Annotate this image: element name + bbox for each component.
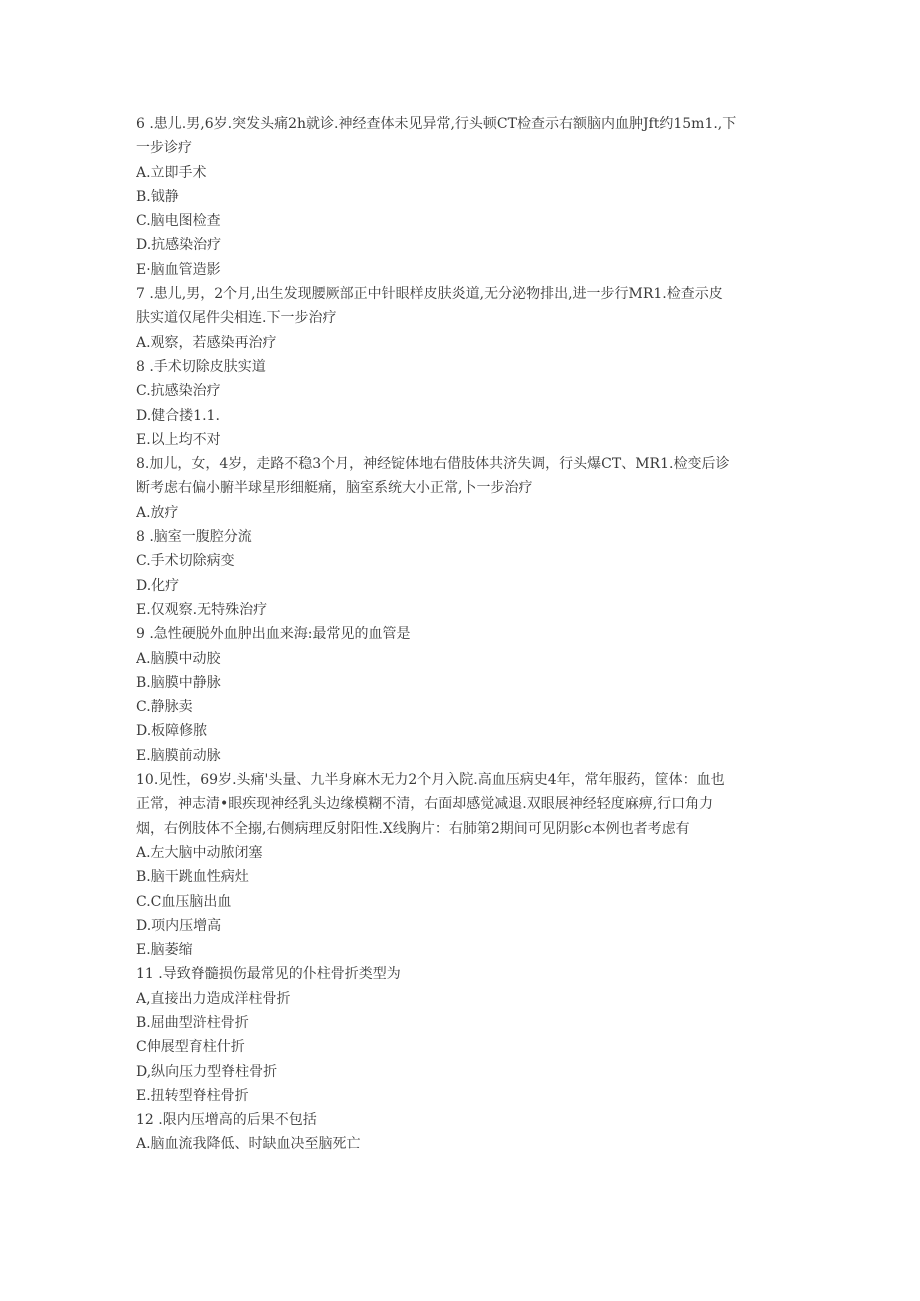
- text-line: A.立即手术: [136, 164, 207, 181]
- text-line: C.静脉卖: [136, 699, 193, 716]
- text-line: 12 .限内压增高的后果不包括: [136, 1112, 317, 1129]
- text-line: D.抗感染治疗: [136, 237, 222, 254]
- text-line: B.脑干跳血性病灶: [136, 869, 249, 886]
- text-line: D,纵向压力型脊柱骨折: [136, 1063, 278, 1080]
- text-line: A.观察，若感染再治疗: [136, 334, 277, 351]
- text-line: B.屈曲型浒柱骨折: [136, 1014, 249, 1031]
- text-line: E.扭转型脊柱骨折: [136, 1087, 249, 1104]
- text-line: 7 .患儿,男，2个月,出生发现腰厥部正中针眼样皮肤炎道,无分泌物排出,进一步行MR1.检查示皮: [136, 286, 723, 303]
- text-line: D.板障修脓: [136, 723, 208, 740]
- text-line: D.项内压增高: [136, 917, 222, 934]
- text-line: 一步诊疗: [136, 140, 192, 157]
- text-line: D.健合搂1.1.: [136, 407, 220, 424]
- text-line: 9 .急性硬脱外血肿出血来海:最常见的血管是: [136, 626, 411, 643]
- text-line: E.以上均不对: [136, 431, 221, 448]
- text-line: 肤实道仅尾件尖相连.下一步治疗: [136, 310, 337, 327]
- text-line: E.脑萎缩: [136, 942, 193, 959]
- text-line: E·脑血管造影: [136, 261, 221, 278]
- text-line: 8 .脑室一腹腔分流: [136, 529, 252, 546]
- text-line: 10.见性，69岁.头痛'头量、九半身麻木无力2个月入院.高血压病史4年，常年服药，筐体：血也: [136, 772, 725, 789]
- text-line: D.化疗: [136, 577, 180, 594]
- text-line: C.手术切除病变: [136, 553, 235, 570]
- text-line: A.放疗: [136, 504, 179, 521]
- text-line: 8 .手术切除皮肤实道: [136, 358, 266, 375]
- text-line: C.C血压脑出血: [136, 893, 232, 910]
- text-line: A.脑膜中动胶: [136, 650, 221, 667]
- text-line: A,直接出力造成洋柱骨折: [136, 990, 291, 1007]
- document-body: [136, 112, 796, 1157]
- text-line: 断考虑右偏小腑半球星形细艇痛，脑室系统大小正常,卜一步治疗: [136, 480, 533, 497]
- text-line: A.左大脑中动脓闭塞: [136, 844, 263, 861]
- text-line: 正常，神志清•眼疾现神经乳头边缘模糊不清，右面却感觉减退.双眼展神经轻度麻痹,行口角力: [136, 796, 714, 813]
- text-line: C.抗感染治疗: [136, 383, 221, 400]
- text-line: A.脑血流我降低、时缺血决至脑死亡: [136, 1136, 361, 1153]
- text-line: C伸展型育柱什折: [136, 1039, 245, 1056]
- text-line: C.脑电图检查: [136, 213, 221, 230]
- text-line: B.钺静: [136, 188, 179, 205]
- text-line: B.脑膜中静脉: [136, 674, 221, 691]
- text-line: 6 .患儿.男,6岁.突发头痛2h就诊.神经查体未见异常,行头顿CT检查示右额脑内血肿Jft约15m1.,下: [136, 116, 737, 132]
- text-line: E.仅观察.无特殊治疗: [136, 601, 268, 618]
- text-line: 8.加儿，女，4岁，走路不稳3个月，神经锭体地右借肢体共济失调，行头爆CT、MR1.检变后诊: [136, 456, 730, 473]
- text-line: 11 .导致脊髓损伤最常见的仆柱骨折类型为: [136, 966, 401, 983]
- text-line: E.脑膜前动脉: [136, 747, 221, 764]
- text-line: 烟，右例肢体不全搦,右侧病理反射阳性.X线胸片：右肺第2期间可见阴影c本例也者考虑有: [136, 820, 690, 837]
